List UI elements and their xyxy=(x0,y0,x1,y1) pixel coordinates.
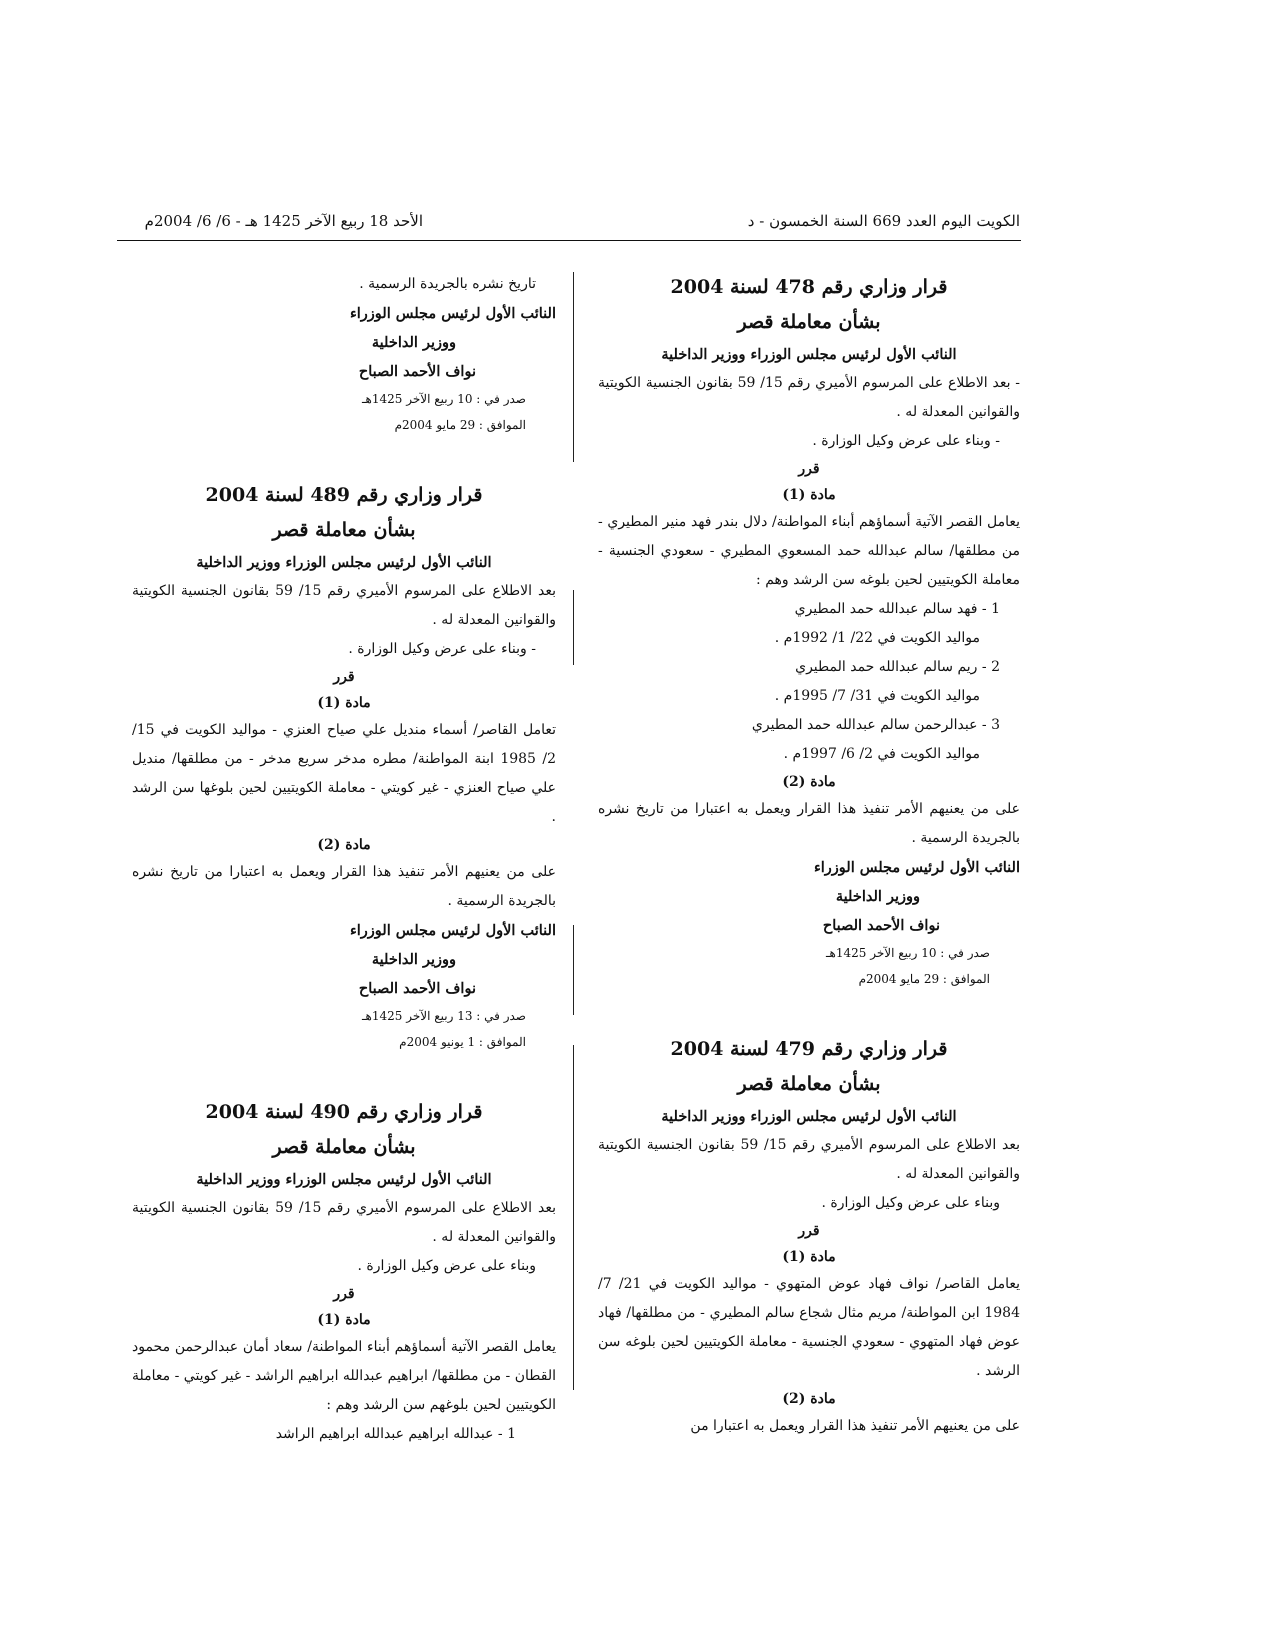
list-item: 2 - ريم سالم عبدالله حمد المطيري xyxy=(795,659,1000,675)
signatory-title: النائب الأول لرئيس مجلس الوزراء xyxy=(349,305,556,322)
header-rule xyxy=(117,240,1021,241)
decree-authority: النائب الأول لرئيس مجلس الوزراء ووزير الداخلية xyxy=(196,554,492,571)
article-heading: مادة (1) xyxy=(317,695,371,711)
decree-subtitle: بشأن معاملة قصر xyxy=(272,1136,416,1158)
recital: بعد الاطلاع على المرسوم الأميري رقم 15/ 59 بقانون الجنسية الكويتية والقوانين المعدلة له . xyxy=(132,1200,556,1245)
corresponding-date: الموافق : 29 مايو 2004م xyxy=(858,972,990,986)
decree-490 xyxy=(132,1095,556,1449)
list-item: 3 - عبدالرحمن سالم عبدالله حمد المطيري xyxy=(751,717,1000,733)
column-divider xyxy=(573,1045,574,1390)
decided-heading: قرر xyxy=(333,1286,355,1302)
decree-title: قرار وزاري رقم 479 لسنة 2004 xyxy=(670,1038,948,1060)
decree-title: قرار وزاري رقم 489 لسنة 2004 xyxy=(205,484,483,506)
decree-subtitle: بشأن معاملة قصر xyxy=(737,311,881,333)
list-item: مواليد الكويت في 31/ 7/ 1995م . xyxy=(774,688,980,704)
signatory-title: ووزير الداخلية xyxy=(371,334,456,351)
list-item: مواليد الكويت في 22/ 1/ 1992م . xyxy=(774,630,980,646)
issue-date: صدر في : 10 ربيع الآخر 1425هـ xyxy=(826,946,990,960)
article-text: على من يعنيهم الأمر تنفيذ هذا القرار ويعمل به اعتبارا من تاريخ نشره بالجريدة الرسمية . xyxy=(598,801,1020,846)
decree-authority: النائب الأول لرئيس مجلس الوزراء ووزير الداخلية xyxy=(661,346,957,363)
decree-authority: النائب الأول لرئيس مجلس الوزراء ووزير الداخلية xyxy=(661,1108,957,1125)
article-heading: مادة (1) xyxy=(782,1249,836,1265)
article-heading: مادة (1) xyxy=(317,1312,371,1328)
article-text: يعامل القاصر/ نواف فهاد عوض المتهوي - مواليد الكويت في 21/ 7/ 1984 ابن المواطنة/ مريم مثال شجاع سالم المطيري - من مطلقها/ فهاد عوض فهاد المتهوي - سعودي الجنسية - معاملة الكويتيين لحين بلوغه سن الرشد . xyxy=(598,1276,1020,1379)
list-item: 1 - عبدالله ابراهيم عبدالله ابراهيم الراشد xyxy=(275,1426,516,1442)
recital: بعد الاطلاع على المرسوم الأميري رقم 15/ 59 بقانون الجنسية الكويتية والقوانين المعدلة له . xyxy=(598,1137,1020,1182)
continuation-text: تاريخ نشره بالجريدة الرسمية . xyxy=(359,276,536,292)
column-divider xyxy=(573,590,574,665)
issue-date: صدر في : 13 ربيع الآخر 1425هـ xyxy=(362,1009,526,1023)
article-text: تعامل القاصر/ أسماء مندیل علي صياح العنزي - مواليد الكويت في 15/ 2/ 1985 ابنة المواطنة/ مطره مدخر سريع مدخر - من مطلقها/ مندیل علي صياح العنزي - غير كويتي - معاملة الكويتيين لحين بلوغها سن الرشد . xyxy=(132,722,557,825)
recital: - وبناء على عرض وكيل الوزارة . xyxy=(812,433,1000,449)
article-text: على من يعنيهم الأمر تنفيذ هذا القرار ويعمل به اعتبارا من xyxy=(690,1418,1020,1434)
list-item: مواليد الكويت في 2/ 6/ 1997م . xyxy=(783,746,980,762)
signatory-name: نواف الأحمد الصباح xyxy=(358,980,476,997)
decree-478 xyxy=(598,270,1020,992)
signatory-title: النائب الأول لرئيس مجلس الوزراء xyxy=(349,922,556,939)
decided-heading: قرر xyxy=(333,669,355,685)
column-divider xyxy=(573,272,574,462)
signatory-name: نواف الأحمد الصباح xyxy=(358,363,476,380)
article-text: يعامل القصر الآتية أسماؤهم أبناء المواطنة/ دلال بندر فهد منير المطيري - من مطلقها/ سالم عبدالله حمد المسعوي المطيري - سعودي الجنسية - معاملة الكويتيين لحين بلوغه سن الرشد وهم : xyxy=(598,514,1020,588)
article-heading: مادة (2) xyxy=(317,837,371,853)
signatory-title: ووزير الداخلية xyxy=(835,888,920,905)
decree-478-continuation xyxy=(132,270,556,438)
signatory-title: ووزير الداخلية xyxy=(371,951,456,968)
recital: وبناء على عرض وكيل الوزارة . xyxy=(357,1258,536,1274)
decree-subtitle: بشأن معاملة قصر xyxy=(272,519,416,541)
decree-title: قرار وزاري رقم 490 لسنة 2004 xyxy=(205,1101,483,1123)
article-heading: مادة (1) xyxy=(782,487,836,503)
decree-489 xyxy=(132,478,556,1055)
recital: - بعد الاطلاع على المرسوم الأميري رقم 15/ 59 بقانون الجنسية الكويتية والقوانين المعدلة له . xyxy=(598,375,1020,420)
right-column xyxy=(598,270,1020,1441)
decided-heading: قرر xyxy=(798,461,820,477)
article-heading: مادة (2) xyxy=(782,774,836,790)
header-date: الأحد 18 ربيع الآخر 1425 هـ - 6/ 6/ 2004م xyxy=(144,212,423,230)
issue-date: صدر في : 10 ربيع الآخر 1425هـ xyxy=(362,392,526,406)
article-text: يعامل القصر الآتية أسماؤهم أبناء المواطنة/ سعاد أمان عبدالرحمن محمود القطان - من مطلقها/ ابراهيم عبدالله ابراهيم الراشد - غير كويتي - معاملة الكويتيين لحين بلوغهم سن الرشد وهم : xyxy=(132,1339,556,1413)
article-heading: مادة (2) xyxy=(782,1391,836,1407)
decree-subtitle: بشأن معاملة قصر xyxy=(737,1073,881,1095)
recital: وبناء على عرض وكيل الوزارة . xyxy=(821,1195,1000,1211)
header-issue-info: الكويت اليوم العدد 669 السنة الخمسون - د xyxy=(747,212,1020,230)
decree-authority: النائب الأول لرئيس مجلس الوزراء ووزير الداخلية xyxy=(196,1171,492,1188)
decided-heading: قرر xyxy=(798,1223,820,1239)
decree-title: قرار وزاري رقم 478 لسنة 2004 xyxy=(670,276,948,298)
recital: بعد الاطلاع على المرسوم الأميري رقم 15/ 59 بقانون الجنسية الكويتية والقوانين المعدلة له . xyxy=(132,583,556,628)
corresponding-date: الموافق : 1 يونيو 2004م xyxy=(399,1035,526,1049)
left-column xyxy=(132,270,556,1449)
column-divider xyxy=(573,925,574,1015)
corresponding-date: الموافق : 29 مايو 2004م xyxy=(394,418,526,432)
decree-479 xyxy=(598,1032,1020,1441)
signatory-title: النائب الأول لرئيس مجلس الوزراء xyxy=(813,859,1020,876)
signatory-name: نواف الأحمد الصباح xyxy=(822,917,940,934)
article-text: على من يعنيهم الأمر تنفيذ هذا القرار ويعمل به اعتبارا من تاريخ نشره بالجريدة الرسمية . xyxy=(132,864,556,909)
recital: - وبناء على عرض وكيل الوزارة . xyxy=(348,641,536,657)
list-item: 1 - فهد سالم عبدالله حمد المطيري xyxy=(794,601,1000,617)
